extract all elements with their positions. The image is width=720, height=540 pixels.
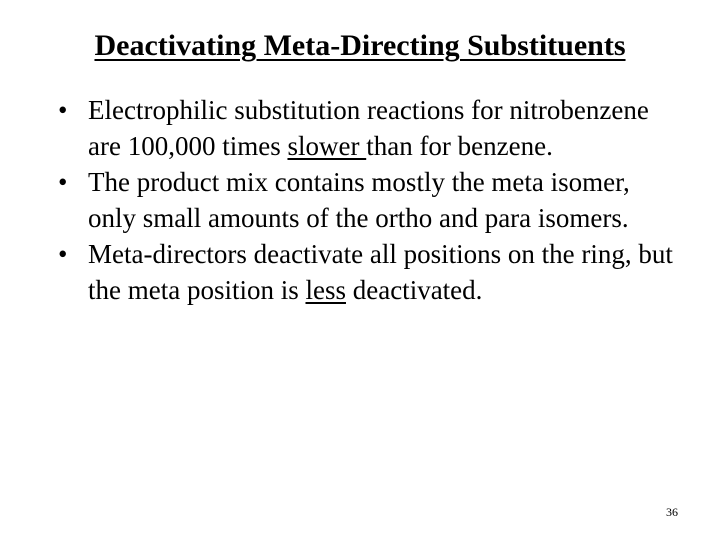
bullet-text: than for benzene.	[366, 131, 553, 161]
bullet-text: Meta-directors deactivate all positions on the ring, but the meta position is	[88, 239, 673, 305]
slide-title	[0, 26, 720, 66]
slide-title-text: Deactivating Meta-Directing Substituents	[94, 29, 626, 62]
underlined-word: slower	[287, 131, 367, 161]
bullet-item	[58, 92, 678, 164]
bullet-marker: •	[58, 95, 68, 125]
underlined-word: less	[305, 275, 346, 305]
bullet-marker: •	[58, 239, 68, 269]
bullet-text: The product mix contains mostly the meta isomer, only small amounts of the ortho and para isomers.	[88, 167, 630, 233]
bullet-text: deactivated.	[345, 275, 483, 305]
bullet-item	[58, 236, 678, 308]
bullet-list	[58, 92, 678, 308]
page-number: 36	[666, 505, 678, 519]
bullet-item	[58, 164, 678, 236]
bullet-text: Electrophilic substitution reactions for nitrobenzene are 100,000 times	[88, 95, 649, 161]
bullet-marker: •	[58, 167, 68, 197]
